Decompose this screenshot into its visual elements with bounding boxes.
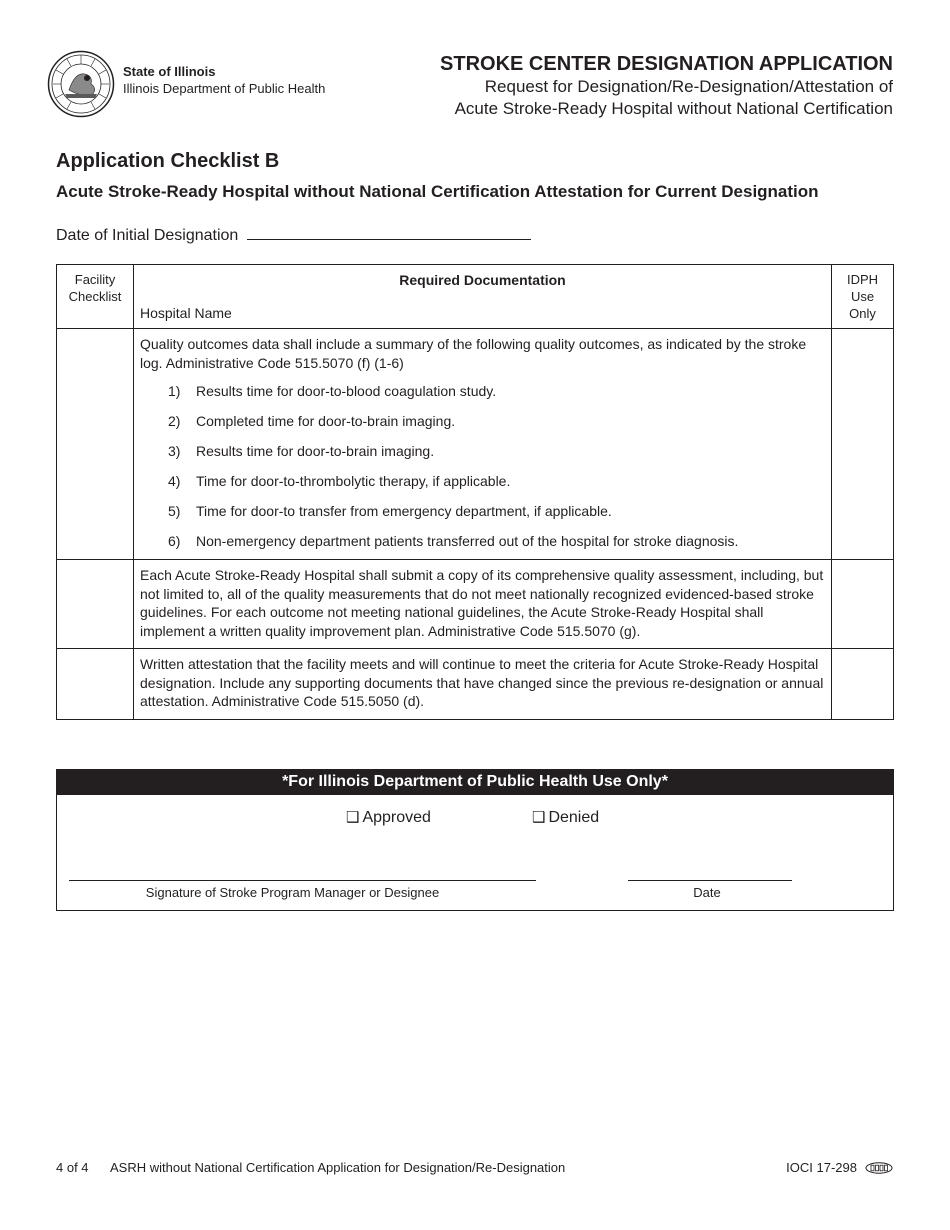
requirement-cell [134,329,832,560]
requirement-cell [134,560,832,649]
approved-label: Approved [362,809,431,826]
requirement-text: Each Acute Stroke-Ready Hospital shall submit a copy of its comprehensive quality assessment, including, but not limited to, all of the quality measurements that do not meet nationally recognized evidenced-based stroke guidelines. For each outcome not meeting national guidelines, the Acute Stroke-Ready Hospital shall implement a written quality improvement plan. Administrative Code 515.5070 (g). [140,567,824,639]
form-subtitle-line2: Acute Stroke-Ready Hospital without National Certification [454,99,893,118]
requirement-text: Written attestation that the facility meets and will continue to meet the criteria for Acute Stroke-Ready Hospital designation. Include any supporting documents that have changed since the previous re-designation or annual attestation. Administrative Code 515.5050 (d). [140,656,824,709]
hospital-name-label: Hospital Name [140,305,232,321]
list-item: 6) Non-emergency department patients transferred out of the hospital for stroke diagnosis. [168,533,739,549]
idph-use-only-section [56,769,894,911]
date-field[interactable] [247,225,531,240]
facility-checklist-cell[interactable] [57,649,134,720]
table-header-row [57,265,894,329]
idph-use-cell [832,329,894,560]
list-item: 2) Completed time for door-to-brain imaging. [168,413,456,429]
date-label: Date of Initial Designation [56,227,239,244]
list-item: 4) Time for door-to-thrombolytic therapy, if applicable. [168,473,511,489]
checklist-subtitle: Acute Stroke-Ready Hospital without National Certification Attestation for Current Designation [56,182,819,201]
facility-checklist-header: Facility Checklist [57,265,134,329]
form-subtitle-line1: Request for Designation/Re-Designation/Attestation of [484,77,893,96]
idph-use-cell [832,560,894,649]
table-row [57,329,894,560]
denied-checkbox[interactable]: ❑ [532,809,546,826]
documentation-table [56,264,894,720]
form-title: STROKE CENTER DESIGNATION APPLICATION [440,53,893,75]
checklist-title: Application Checklist B [56,150,280,172]
state-name: State of Illinois [123,64,216,79]
denied-option[interactable] [532,808,599,827]
required-documentation-label: Required Documentation [399,272,566,288]
form-number-group [786,1160,893,1175]
approved-option[interactable] [346,808,431,827]
list-item: 1) Results time for door-to-blood coagulation study. [168,383,497,399]
required-documentation-header [134,265,832,329]
facility-checklist-cell[interactable] [57,329,134,560]
union-bug-icon [865,1162,893,1174]
facility-checklist-cell[interactable] [57,560,134,649]
department-name: Illinois Department of Public Health [123,81,326,96]
page-number: 4 of 4 [56,1160,89,1175]
date-signature-label: Date [693,885,721,900]
quality-outcomes-list [140,381,825,551]
requirement-text: Quality outcomes data shall include a summary of the following quality outcomes, as indicated by the stroke log. Administrative Code 515.5070 (f) (1-6) [140,336,807,371]
date-signature-line[interactable] [628,880,792,881]
list-item: 3) Results time for door-to-brain imaging. [168,443,435,459]
idph-use-cell [832,649,894,720]
initial-designation-date [56,225,531,245]
list-item: 5) Time for door-to transfer from emergency department, if applicable. [168,503,612,519]
approved-checkbox[interactable]: ❑ [346,809,360,826]
table-row [57,560,894,649]
requirement-cell [134,649,832,720]
idph-use-only-header: IDPH Use Only [832,265,894,329]
idph-use-heading: *For Illinois Department of Public Health Use Only* [57,770,893,795]
denied-label: Denied [548,809,600,826]
state-seal-icon [47,50,115,118]
form-name: ASRH without National Certification Application for Designation/Re-Designation [110,1160,566,1175]
table-row [57,649,894,720]
signature-label: Signature of Stroke Program Manager or Designee [145,885,440,900]
form-number: IOCI 17-298 [786,1160,857,1175]
signature-line[interactable] [69,880,536,881]
